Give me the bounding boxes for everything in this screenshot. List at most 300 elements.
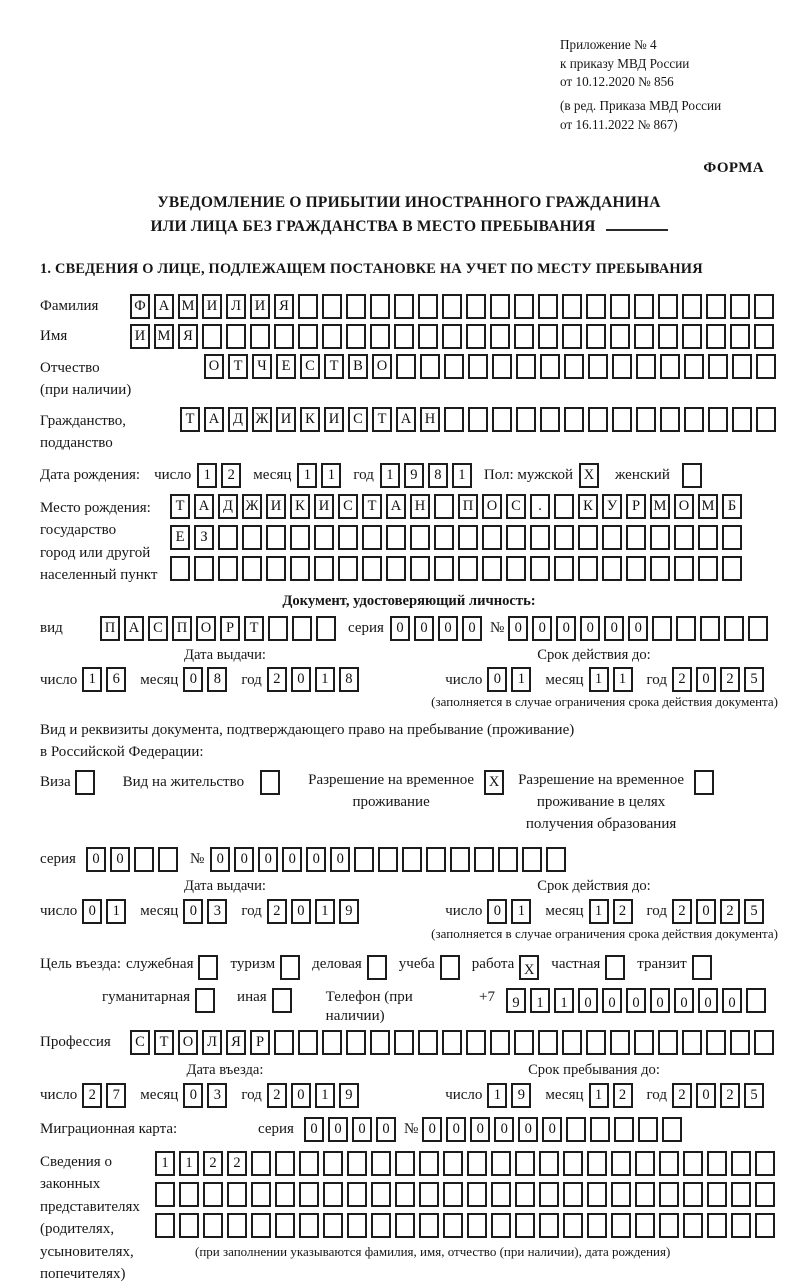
char-box[interactable]: 0 xyxy=(628,616,648,641)
char-box[interactable] xyxy=(362,556,382,581)
char-box[interactable] xyxy=(419,1213,439,1238)
char-box[interactable]: 0 xyxy=(304,1117,324,1142)
char-box[interactable]: 0 xyxy=(414,616,434,641)
char-box[interactable] xyxy=(179,1213,199,1238)
char-box[interactable] xyxy=(410,556,430,581)
char-box[interactable] xyxy=(611,1213,631,1238)
char-box[interactable]: 5 xyxy=(744,1083,764,1108)
char-box[interactable]: И xyxy=(202,294,222,319)
char-box[interactable] xyxy=(684,354,704,379)
char-box[interactable]: 1 xyxy=(487,1083,507,1108)
phone-field[interactable] xyxy=(506,985,770,1013)
char-box[interactable] xyxy=(347,1182,367,1207)
char-box[interactable] xyxy=(586,1030,606,1055)
char-box[interactable]: 1 xyxy=(315,667,335,692)
char-box[interactable]: 0 xyxy=(306,847,326,872)
char-box[interactable]: 3 xyxy=(207,1083,227,1108)
birthplace-line2-field[interactable] xyxy=(170,525,746,550)
char-box[interactable]: М xyxy=(178,294,198,319)
char-box[interactable] xyxy=(250,324,270,349)
char-box[interactable]: К xyxy=(578,494,598,519)
char-box[interactable] xyxy=(634,1030,654,1055)
char-box[interactable]: Н xyxy=(420,407,440,432)
char-box[interactable] xyxy=(564,407,584,432)
char-box[interactable] xyxy=(251,1151,271,1176)
char-box[interactable]: У xyxy=(602,494,622,519)
char-box[interactable] xyxy=(612,407,632,432)
char-box[interactable]: Е xyxy=(276,354,296,379)
char-box[interactable] xyxy=(658,294,678,319)
char-box[interactable]: 2 xyxy=(267,667,287,692)
char-box[interactable] xyxy=(506,556,526,581)
char-box[interactable] xyxy=(347,1213,367,1238)
char-box[interactable] xyxy=(563,1213,583,1238)
char-box[interactable] xyxy=(323,1213,343,1238)
char-box[interactable] xyxy=(394,324,414,349)
entry-day[interactable] xyxy=(82,1083,130,1108)
char-box[interactable]: 9 xyxy=(339,1083,359,1108)
char-box[interactable] xyxy=(443,1182,463,1207)
visa-checkbox[interactable] xyxy=(75,770,99,795)
char-box[interactable]: Л xyxy=(226,294,246,319)
residence-permit-checkbox[interactable] xyxy=(260,770,284,795)
char-box[interactable] xyxy=(419,1182,439,1207)
char-box[interactable]: 9 xyxy=(404,463,424,488)
char-box[interactable] xyxy=(722,525,742,550)
birthplace-line1-field[interactable] xyxy=(170,494,746,519)
char-box[interactable] xyxy=(684,407,704,432)
char-box[interactable]: Т xyxy=(372,407,392,432)
char-box[interactable]: 1 xyxy=(321,463,341,488)
char-box[interactable] xyxy=(554,556,574,581)
char-box[interactable]: 0 xyxy=(470,1117,490,1142)
char-box[interactable] xyxy=(444,407,464,432)
char-box[interactable]: О xyxy=(204,354,224,379)
char-box[interactable]: А xyxy=(154,294,174,319)
char-box[interactable]: Р xyxy=(250,1030,270,1055)
char-box[interactable]: 6 xyxy=(106,667,126,692)
stay-until-day[interactable] xyxy=(487,1083,535,1108)
char-box[interactable]: И xyxy=(266,494,286,519)
char-box[interactable] xyxy=(708,354,728,379)
char-box[interactable]: 1 xyxy=(530,988,550,1013)
char-box[interactable]: А xyxy=(386,494,406,519)
birthplace-line3-field[interactable] xyxy=(170,556,746,581)
char-box[interactable] xyxy=(272,988,292,1013)
char-box[interactable] xyxy=(554,525,574,550)
char-box[interactable] xyxy=(402,847,422,872)
char-box[interactable] xyxy=(694,770,714,795)
char-box[interactable] xyxy=(418,1030,438,1055)
char-box[interactable] xyxy=(170,556,190,581)
purpose-private-checkbox[interactable] xyxy=(605,952,629,980)
char-box[interactable] xyxy=(587,1213,607,1238)
char-box[interactable]: 0 xyxy=(258,847,278,872)
char-box[interactable]: 2 xyxy=(720,1083,740,1108)
char-box[interactable] xyxy=(732,354,752,379)
char-box[interactable] xyxy=(614,1117,634,1142)
char-box[interactable]: К xyxy=(290,494,310,519)
char-box[interactable] xyxy=(724,616,744,641)
char-box[interactable]: А xyxy=(124,616,144,641)
char-box[interactable]: И xyxy=(324,407,344,432)
char-box[interactable]: 0 xyxy=(183,899,203,924)
char-box[interactable]: 0 xyxy=(210,847,230,872)
char-box[interactable]: О xyxy=(178,1030,198,1055)
char-box[interactable] xyxy=(538,1030,558,1055)
char-box[interactable] xyxy=(75,770,95,795)
char-box[interactable] xyxy=(371,1151,391,1176)
char-box[interactable] xyxy=(490,294,510,319)
char-box[interactable]: 1 xyxy=(106,899,126,924)
char-box[interactable] xyxy=(707,1182,727,1207)
char-box[interactable]: 1 xyxy=(452,463,472,488)
char-box[interactable] xyxy=(636,354,656,379)
char-box[interactable] xyxy=(370,324,390,349)
male-checkbox[interactable] xyxy=(579,463,603,488)
char-box[interactable]: 1 xyxy=(589,899,609,924)
char-box[interactable] xyxy=(490,1030,510,1055)
char-box[interactable] xyxy=(371,1182,391,1207)
char-box[interactable] xyxy=(443,1213,463,1238)
char-box[interactable] xyxy=(660,354,680,379)
char-box[interactable] xyxy=(442,294,462,319)
permit-valid-day[interactable] xyxy=(487,899,535,924)
char-box[interactable] xyxy=(755,1213,775,1238)
char-box[interactable] xyxy=(748,616,768,641)
char-box[interactable]: Ф xyxy=(130,294,150,319)
char-box[interactable] xyxy=(194,556,214,581)
permit-valid-month[interactable] xyxy=(589,899,637,924)
char-box[interactable]: О xyxy=(196,616,216,641)
char-box[interactable]: 1 xyxy=(155,1151,175,1176)
char-box[interactable] xyxy=(562,324,582,349)
char-box[interactable] xyxy=(515,1182,535,1207)
char-box[interactable] xyxy=(299,1182,319,1207)
representatives-line3-field[interactable] xyxy=(155,1213,779,1238)
char-box[interactable] xyxy=(566,1117,586,1142)
temp-residence-checkbox[interactable] xyxy=(484,770,508,795)
char-box[interactable] xyxy=(514,1030,534,1055)
char-box[interactable]: 1 xyxy=(589,1083,609,1108)
char-box[interactable] xyxy=(395,1182,415,1207)
char-box[interactable] xyxy=(563,1151,583,1176)
char-box[interactable]: 1 xyxy=(613,667,633,692)
char-box[interactable] xyxy=(588,407,608,432)
char-box[interactable]: 0 xyxy=(580,616,600,641)
char-box[interactable] xyxy=(492,407,512,432)
char-box[interactable]: И xyxy=(250,294,270,319)
char-box[interactable] xyxy=(442,1030,462,1055)
char-box[interactable]: 0 xyxy=(698,988,718,1013)
patronymic-field[interactable] xyxy=(204,354,780,379)
char-box[interactable] xyxy=(419,1151,439,1176)
char-box[interactable] xyxy=(338,525,358,550)
char-box[interactable] xyxy=(298,324,318,349)
representatives-line1-field[interactable] xyxy=(155,1151,779,1176)
char-box[interactable] xyxy=(314,556,334,581)
char-box[interactable]: 2 xyxy=(221,463,241,488)
iddoc-valid-day[interactable] xyxy=(487,667,535,692)
char-box[interactable] xyxy=(626,556,646,581)
char-box[interactable]: Т xyxy=(244,616,264,641)
char-box[interactable]: С xyxy=(506,494,526,519)
char-box[interactable]: 0 xyxy=(542,1117,562,1142)
char-box[interactable]: Р xyxy=(626,494,646,519)
char-box[interactable]: 0 xyxy=(578,988,598,1013)
char-box[interactable]: 8 xyxy=(207,667,227,692)
char-box[interactable] xyxy=(754,1030,774,1055)
char-box[interactable]: 1 xyxy=(511,667,531,692)
char-box[interactable] xyxy=(195,988,215,1013)
char-box[interactable]: 0 xyxy=(183,667,203,692)
char-box[interactable] xyxy=(292,616,312,641)
char-box[interactable]: Б xyxy=(722,494,742,519)
char-box[interactable] xyxy=(450,847,470,872)
char-box[interactable]: X xyxy=(579,463,599,488)
char-box[interactable]: 0 xyxy=(446,1117,466,1142)
char-box[interactable] xyxy=(539,1182,559,1207)
char-box[interactable] xyxy=(746,988,766,1013)
char-box[interactable] xyxy=(586,324,606,349)
migcard-series-field[interactable] xyxy=(304,1117,400,1142)
char-box[interactable] xyxy=(731,1151,751,1176)
char-box[interactable] xyxy=(218,556,238,581)
char-box[interactable] xyxy=(275,1151,295,1176)
char-box[interactable]: 2 xyxy=(720,899,740,924)
char-box[interactable] xyxy=(732,407,752,432)
char-box[interactable]: Ж xyxy=(252,407,272,432)
char-box[interactable]: 0 xyxy=(282,847,302,872)
char-box[interactable] xyxy=(731,1213,751,1238)
char-box[interactable]: 0 xyxy=(518,1117,538,1142)
char-box[interactable] xyxy=(587,1151,607,1176)
char-box[interactable]: 0 xyxy=(110,847,130,872)
char-box[interactable] xyxy=(730,1030,750,1055)
char-box[interactable]: 1 xyxy=(315,1083,335,1108)
char-box[interactable]: 0 xyxy=(722,988,742,1013)
char-box[interactable] xyxy=(290,525,310,550)
char-box[interactable] xyxy=(492,354,512,379)
char-box[interactable] xyxy=(198,955,218,980)
char-box[interactable] xyxy=(226,324,246,349)
char-box[interactable]: 1 xyxy=(197,463,217,488)
char-box[interactable] xyxy=(562,1030,582,1055)
char-box[interactable]: 9 xyxy=(506,988,526,1013)
char-box[interactable] xyxy=(610,324,630,349)
char-box[interactable] xyxy=(674,556,694,581)
char-box[interactable]: 2 xyxy=(203,1151,223,1176)
char-box[interactable] xyxy=(323,1182,343,1207)
char-box[interactable] xyxy=(659,1213,679,1238)
birth-year-field[interactable] xyxy=(380,463,476,488)
char-box[interactable] xyxy=(227,1182,247,1207)
char-box[interactable]: Т xyxy=(170,494,190,519)
birth-day-field[interactable] xyxy=(197,463,245,488)
char-box[interactable]: О xyxy=(482,494,502,519)
char-box[interactable] xyxy=(218,525,238,550)
char-box[interactable] xyxy=(396,354,416,379)
iddoc-valid-month[interactable] xyxy=(589,667,637,692)
char-box[interactable] xyxy=(563,1182,583,1207)
char-box[interactable] xyxy=(756,407,776,432)
char-box[interactable] xyxy=(682,463,702,488)
char-box[interactable] xyxy=(440,955,460,980)
char-box[interactable]: 0 xyxy=(291,667,311,692)
char-box[interactable] xyxy=(378,847,398,872)
char-box[interactable] xyxy=(650,556,670,581)
char-box[interactable] xyxy=(638,1117,658,1142)
char-box[interactable] xyxy=(674,525,694,550)
char-box[interactable] xyxy=(134,847,154,872)
char-box[interactable]: П xyxy=(172,616,192,641)
char-box[interactable] xyxy=(659,1182,679,1207)
char-box[interactable] xyxy=(420,354,440,379)
char-box[interactable]: 0 xyxy=(674,988,694,1013)
entry-month[interactable] xyxy=(183,1083,231,1108)
char-box[interactable] xyxy=(266,525,286,550)
char-box[interactable]: 0 xyxy=(487,899,507,924)
char-box[interactable] xyxy=(515,1213,535,1238)
char-box[interactable]: Я xyxy=(274,294,294,319)
char-box[interactable] xyxy=(491,1151,511,1176)
char-box[interactable]: И xyxy=(130,324,150,349)
iddoc-issued-year[interactable] xyxy=(267,667,363,692)
char-box[interactable]: 5 xyxy=(744,899,764,924)
iddoc-number-field[interactable] xyxy=(508,616,772,641)
char-box[interactable] xyxy=(564,354,584,379)
char-box[interactable] xyxy=(266,556,286,581)
char-box[interactable] xyxy=(323,1151,343,1176)
char-box[interactable] xyxy=(346,324,366,349)
char-box[interactable]: Т xyxy=(180,407,200,432)
char-box[interactable] xyxy=(652,616,672,641)
char-box[interactable]: 0 xyxy=(438,616,458,641)
char-box[interactable] xyxy=(659,1151,679,1176)
firstname-field[interactable] xyxy=(130,324,778,349)
char-box[interactable]: 7 xyxy=(106,1083,126,1108)
char-box[interactable]: 1 xyxy=(315,899,335,924)
char-box[interactable] xyxy=(635,1182,655,1207)
char-box[interactable] xyxy=(540,354,560,379)
char-box[interactable]: 0 xyxy=(422,1117,442,1142)
char-box[interactable] xyxy=(660,407,680,432)
char-box[interactable] xyxy=(635,1213,655,1238)
char-box[interactable]: 0 xyxy=(328,1117,348,1142)
char-box[interactable]: А xyxy=(194,494,214,519)
char-box[interactable]: 0 xyxy=(291,899,311,924)
char-box[interactable] xyxy=(706,294,726,319)
char-box[interactable] xyxy=(562,294,582,319)
char-box[interactable] xyxy=(506,525,526,550)
char-box[interactable] xyxy=(242,525,262,550)
char-box[interactable] xyxy=(466,1030,486,1055)
char-box[interactable]: 2 xyxy=(672,899,692,924)
char-box[interactable]: А xyxy=(396,407,416,432)
char-box[interactable]: 9 xyxy=(511,1083,531,1108)
char-box[interactable] xyxy=(731,1182,751,1207)
char-box[interactable] xyxy=(754,294,774,319)
char-box[interactable] xyxy=(610,1030,630,1055)
char-box[interactable] xyxy=(322,294,342,319)
char-box[interactable] xyxy=(466,324,486,349)
char-box[interactable] xyxy=(467,1151,487,1176)
char-box[interactable] xyxy=(538,324,558,349)
char-box[interactable]: 5 xyxy=(744,667,764,692)
char-box[interactable] xyxy=(636,407,656,432)
char-box[interactable] xyxy=(260,770,280,795)
char-box[interactable]: С xyxy=(338,494,358,519)
char-box[interactable] xyxy=(202,324,222,349)
char-box[interactable]: 0 xyxy=(390,616,410,641)
char-box[interactable]: Л xyxy=(202,1030,222,1055)
char-box[interactable] xyxy=(682,1030,702,1055)
char-box[interactable] xyxy=(692,955,712,980)
char-box[interactable]: 0 xyxy=(82,899,102,924)
char-box[interactable] xyxy=(586,294,606,319)
permit-issued-month[interactable] xyxy=(183,899,231,924)
char-box[interactable]: А xyxy=(204,407,224,432)
char-box[interactable]: 0 xyxy=(604,616,624,641)
iddoc-kind-field[interactable] xyxy=(100,616,340,641)
char-box[interactable]: Я xyxy=(178,324,198,349)
char-box[interactable]: 0 xyxy=(494,1117,514,1142)
char-box[interactable]: 0 xyxy=(352,1117,372,1142)
char-box[interactable] xyxy=(602,556,622,581)
char-box[interactable] xyxy=(662,1117,682,1142)
char-box[interactable] xyxy=(274,1030,294,1055)
char-box[interactable] xyxy=(530,556,550,581)
female-checkbox[interactable] xyxy=(682,463,706,488)
char-box[interactable]: Т xyxy=(154,1030,174,1055)
char-box[interactable] xyxy=(443,1151,463,1176)
char-box[interactable]: 0 xyxy=(532,616,552,641)
char-box[interactable] xyxy=(418,294,438,319)
char-box[interactable]: О xyxy=(674,494,694,519)
char-box[interactable]: Т xyxy=(362,494,382,519)
char-box[interactable] xyxy=(394,1030,414,1055)
char-box[interactable]: К xyxy=(300,407,320,432)
char-box[interactable] xyxy=(605,955,625,980)
char-box[interactable] xyxy=(298,1030,318,1055)
char-box[interactable] xyxy=(491,1182,511,1207)
char-box[interactable] xyxy=(538,294,558,319)
char-box[interactable] xyxy=(698,556,718,581)
char-box[interactable] xyxy=(458,556,478,581)
char-box[interactable]: 1 xyxy=(589,667,609,692)
char-box[interactable] xyxy=(755,1182,775,1207)
char-box[interactable]: 2 xyxy=(267,899,287,924)
char-box[interactable] xyxy=(682,324,702,349)
char-box[interactable] xyxy=(539,1213,559,1238)
char-box[interactable] xyxy=(722,556,742,581)
profession-field[interactable] xyxy=(130,1030,778,1055)
char-box[interactable] xyxy=(482,556,502,581)
char-box[interactable] xyxy=(546,847,566,872)
char-box[interactable]: 0 xyxy=(626,988,646,1013)
iddoc-issued-month[interactable] xyxy=(183,667,231,692)
char-box[interactable]: 0 xyxy=(696,667,716,692)
char-box[interactable] xyxy=(227,1213,247,1238)
char-box[interactable] xyxy=(395,1151,415,1176)
char-box[interactable]: 0 xyxy=(291,1083,311,1108)
char-box[interactable]: М xyxy=(650,494,670,519)
char-box[interactable]: Т xyxy=(324,354,344,379)
purpose-humanitarian-checkbox[interactable] xyxy=(195,985,219,1013)
char-box[interactable] xyxy=(274,324,294,349)
char-box[interactable] xyxy=(299,1151,319,1176)
char-box[interactable] xyxy=(708,407,728,432)
